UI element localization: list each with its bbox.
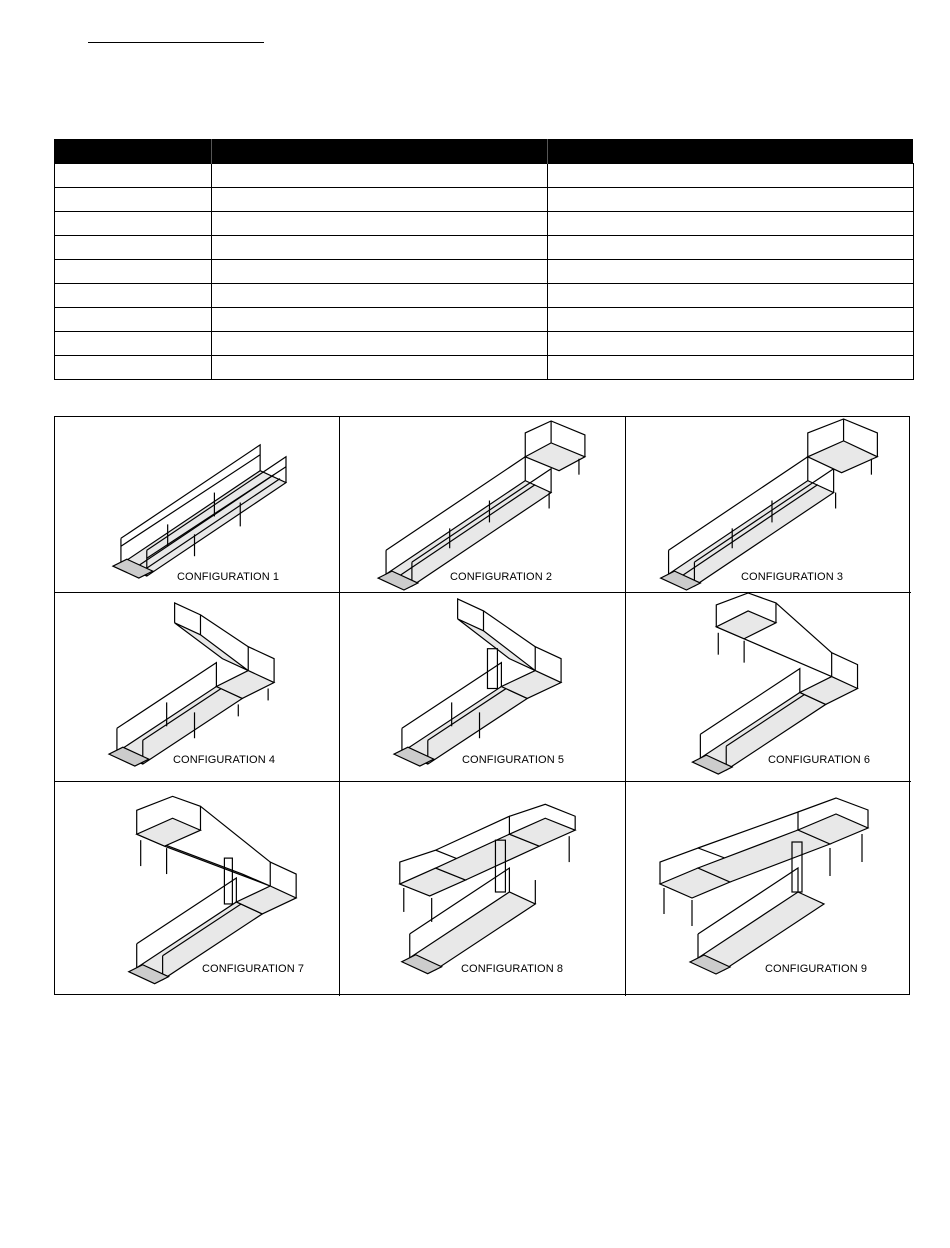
table-cell [212, 164, 548, 188]
configuration-label: CONFIGURATION 4 [173, 754, 276, 766]
configuration-cell-6 [626, 593, 911, 782]
configuration-cell-4 [55, 593, 340, 782]
table-header-cell [212, 139, 548, 164]
table-cell [55, 188, 212, 212]
configuration-cell-1 [55, 417, 340, 593]
configuration-cell-2 [340, 417, 626, 593]
table-cell [548, 260, 914, 284]
table-row [55, 236, 914, 260]
table-cell [55, 212, 212, 236]
table-cell [55, 332, 212, 356]
configuration-cell-5 [340, 593, 626, 782]
table-cell [548, 284, 914, 308]
table-row [55, 332, 914, 356]
table-cell [548, 212, 914, 236]
table-header-cell [55, 139, 212, 164]
table-cell [212, 308, 548, 332]
configuration-label: CONFIGURATION 6 [768, 754, 871, 766]
ramp-drawing-2 [340, 417, 625, 592]
table-cell [548, 188, 914, 212]
table-cell [55, 284, 212, 308]
spec-table [54, 139, 914, 380]
table-row [55, 212, 914, 236]
configuration-label: CONFIGURATION 8 [461, 963, 564, 975]
table-header-cell [548, 139, 914, 164]
ramp-drawing-1 [55, 417, 339, 592]
table-cell [55, 308, 212, 332]
table-cell [55, 260, 212, 284]
configuration-label: CONFIGURATION 3 [741, 571, 844, 583]
table-cell [212, 332, 548, 356]
table-cell [212, 188, 548, 212]
configuration-cell-8 [340, 782, 626, 996]
configuration-cell-9 [626, 782, 911, 996]
table-cell [548, 164, 914, 188]
configuration-label: CONFIGURATION 5 [462, 754, 565, 766]
configuration-label: CONFIGURATION 7 [202, 963, 305, 975]
ramp-drawing-5 [340, 593, 625, 781]
heading-underline [88, 42, 264, 43]
configuration-cell-3 [626, 417, 911, 593]
table-cell [55, 236, 212, 260]
table-row [55, 188, 914, 212]
table-cell [548, 308, 914, 332]
ramp-drawing-4 [55, 593, 339, 781]
table-cell [548, 236, 914, 260]
table-row [55, 284, 914, 308]
table-cell [55, 356, 212, 380]
table-row [55, 308, 914, 332]
table-row [55, 164, 914, 188]
table-cell [212, 236, 548, 260]
table-cell [212, 356, 548, 380]
table-cell [548, 332, 914, 356]
table-cell [212, 212, 548, 236]
configuration-cell-7 [55, 782, 340, 996]
configuration-grid [54, 416, 910, 995]
ramp-drawing-6 [626, 593, 911, 781]
table-cell [548, 356, 914, 380]
table-cell [212, 260, 548, 284]
table-row [55, 356, 914, 380]
table-row [55, 260, 914, 284]
table-cell [55, 164, 212, 188]
configuration-label: CONFIGURATION 1 [177, 571, 280, 583]
table-cell [212, 284, 548, 308]
configuration-label: CONFIGURATION 9 [765, 963, 868, 975]
table-header-row [55, 139, 914, 164]
configuration-label: CONFIGURATION 2 [450, 571, 553, 583]
ramp-drawing-3 [626, 417, 911, 592]
